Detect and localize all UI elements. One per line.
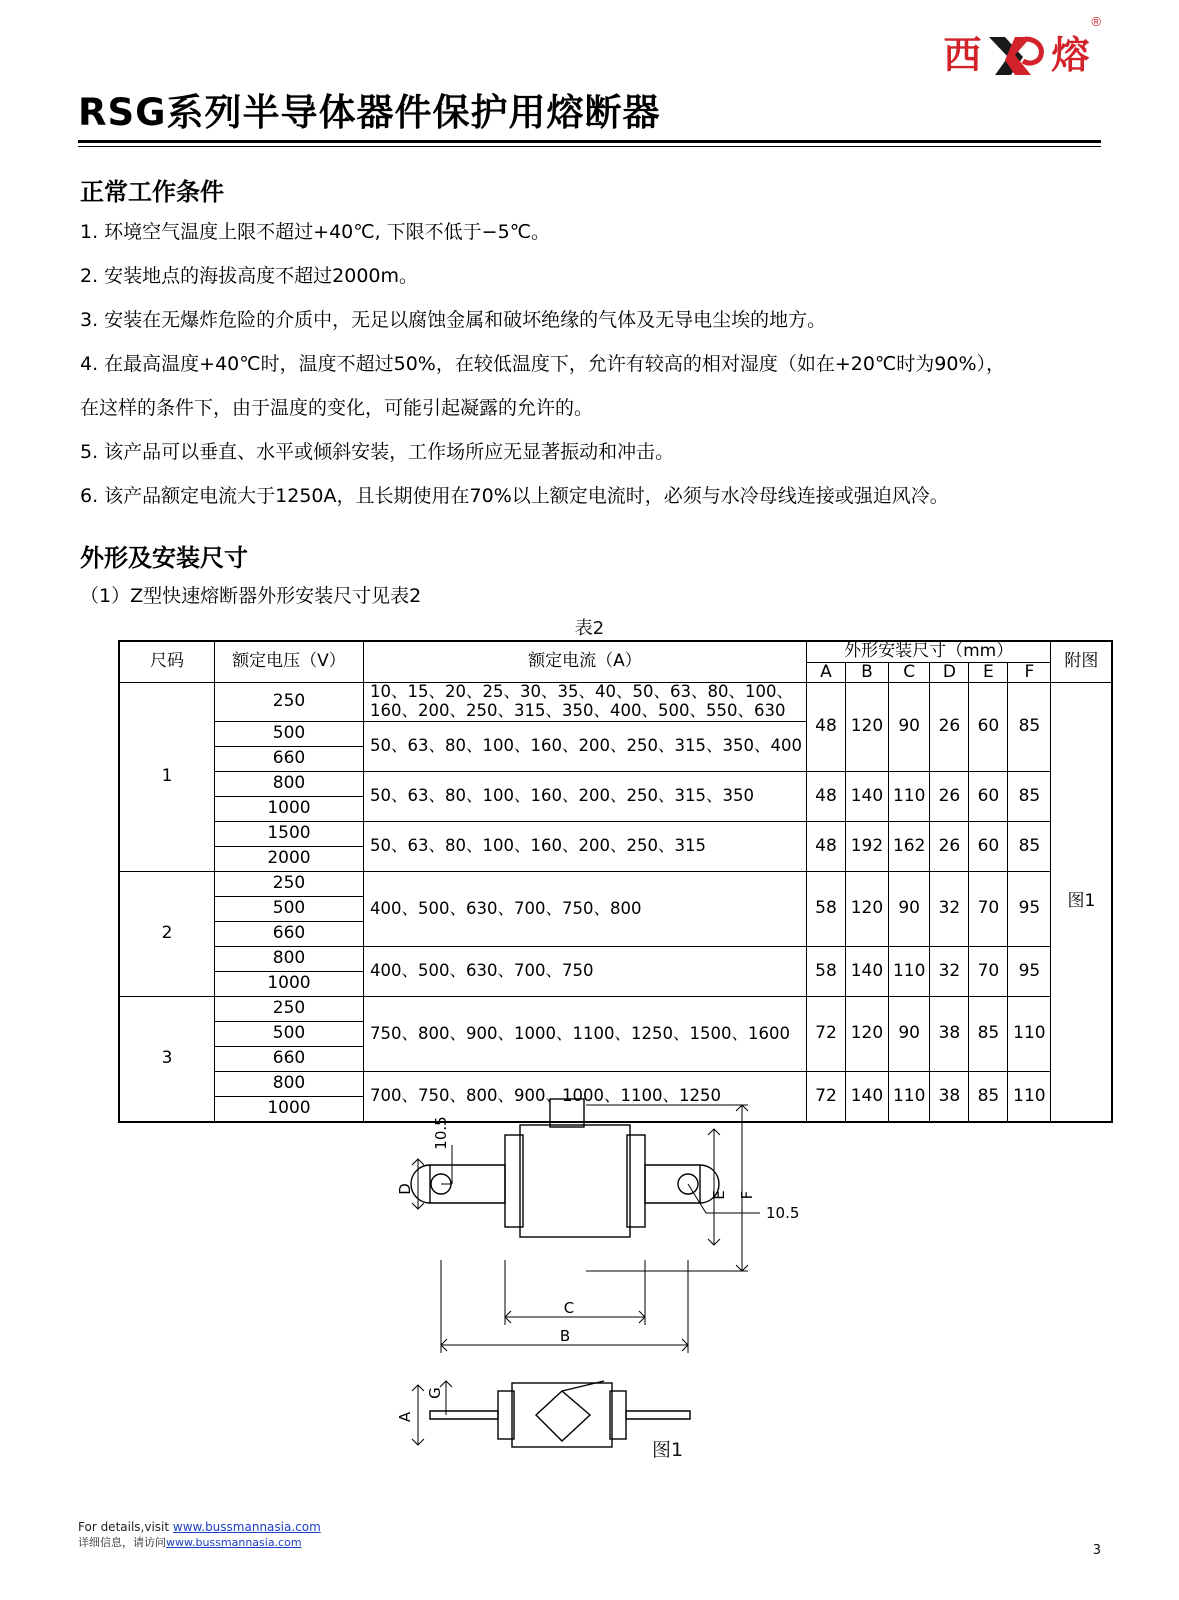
- dim-label-f: F: [738, 1190, 756, 1200]
- title-divider: [78, 140, 1101, 147]
- cell-dim-c: 162: [888, 822, 929, 872]
- dim-label-hole-right: 10.5: [766, 1204, 800, 1222]
- spec-table-wrapper: [118, 640, 1113, 1123]
- th-dims-group: 外形安装尺寸（mm）: [806, 641, 1050, 662]
- footer-prefix-en: For details,visit: [78, 1520, 173, 1534]
- brand-logo: [943, 14, 1101, 82]
- cell-current: 400、500、630、700、750: [364, 947, 807, 997]
- th-figure: 附图: [1051, 641, 1113, 683]
- registered-mark: ®: [1091, 14, 1101, 29]
- cell-dim-a: 58: [806, 947, 845, 997]
- cell-current: 700、750、800、900、1000、1100、1250: [364, 1072, 807, 1123]
- cell-dim-a: 48: [806, 772, 845, 822]
- condition-item-6: 6. 该产品额定电流大于1250A，且长期使用在70%以上额定电流时，必须与水冷母线连接或强迫风冷。: [80, 485, 949, 507]
- cell-current: 400、500、630、700、750、800: [364, 872, 807, 947]
- cell-dim-c: 110: [888, 1072, 929, 1123]
- cell-voltage: 660: [215, 1047, 364, 1072]
- cell-dim-c: 90: [888, 872, 929, 947]
- condition-item-3: 3. 安装在无爆炸危险的介质中，无足以腐蚀金属和破坏绝缘的气体及无导电尘埃的地方。: [80, 309, 827, 331]
- page-title: RSG系列半导体器件保护用熔断器: [78, 91, 661, 134]
- dim-label-hole-left: 10.5: [432, 1116, 450, 1150]
- dim-label-e: E: [710, 1190, 728, 1200]
- cell-dim-d: 38: [930, 1072, 969, 1123]
- cell-dim-e: 60: [969, 772, 1008, 822]
- cell-dim-b: 140: [845, 1072, 888, 1123]
- table-row: [119, 872, 1112, 897]
- cell-dim-c: 90: [888, 997, 929, 1072]
- footer-prefix-cn: 详细信息，请访问: [78, 1536, 166, 1549]
- footer-line-cn: [78, 1535, 321, 1550]
- cell-size-2: 2: [119, 872, 215, 997]
- cell-dim-e: 70: [969, 872, 1008, 947]
- cell-voltage: 1000: [215, 972, 364, 997]
- cell-voltage: 250: [215, 683, 364, 722]
- cell-voltage: 800: [215, 772, 364, 797]
- brand-char-left: 西: [943, 33, 982, 77]
- cell-dim-b: 140: [845, 772, 888, 822]
- cell-dim-d: 32: [930, 872, 969, 947]
- cell-dim-b: 192: [845, 822, 888, 872]
- condition-item-2: 2. 安装地点的海拔高度不超过2000m。: [80, 265, 419, 287]
- cell-voltage: 500: [215, 1022, 364, 1047]
- cell-dim-b: 140: [845, 947, 888, 997]
- cell-dim-f: 95: [1008, 947, 1051, 997]
- cell-dim-e: 60: [969, 822, 1008, 872]
- condition-item-4-cont: 在这样的条件下，由于温度的变化，可能引起凝露的允许的。: [80, 397, 594, 419]
- table-row: [119, 997, 1112, 1022]
- condition-item-5: 5. 该产品可以垂直、水平或倾斜安装，工作场所应无显著振动和冲击。: [80, 441, 675, 463]
- cell-dim-d: 26: [930, 683, 969, 772]
- th-voltage: 额定电压（V）: [215, 641, 364, 683]
- table-caption: 表2: [574, 618, 605, 639]
- cell-voltage: 660: [215, 747, 364, 772]
- cell-dim-f: 110: [1008, 997, 1051, 1072]
- th-dim-b: B: [845, 662, 888, 683]
- th-size: 尺码: [119, 641, 215, 683]
- cell-current: 50、63、80、100、160、200、250、315、350、400: [364, 722, 807, 772]
- th-current: 额定电流（A）: [364, 641, 807, 683]
- dim-label-c: C: [563, 1299, 575, 1317]
- cell-dim-c: 110: [888, 947, 929, 997]
- footer-line-en: [78, 1520, 321, 1535]
- cell-voltage: 1500: [215, 822, 364, 847]
- cell-dim-c: 110: [888, 772, 929, 822]
- th-dim-c: C: [888, 662, 929, 683]
- dim-label-b: B: [559, 1327, 571, 1345]
- current-line: 10、15、20、25、30、35、40、50、63、80、100、: [370, 682, 793, 702]
- dim-label-d: D: [396, 1183, 414, 1195]
- fuse-dimension-drawing: [0, 1085, 1179, 1475]
- dim-label-a: A: [396, 1411, 414, 1423]
- xr-logo-mark-icon: [985, 33, 1047, 77]
- cell-voltage: 800: [215, 1072, 364, 1097]
- condition-item-4: 4. 在最高温度+40℃时，温度不超过50%，在较低温度下，允许有较高的相对湿度（如在+20℃时为90%），: [80, 353, 1005, 375]
- cell-dim-e: 85: [969, 1072, 1008, 1123]
- dim-label-g: G: [426, 1387, 444, 1399]
- cell-dim-d: 26: [930, 822, 969, 872]
- cell-voltage: 1000: [215, 797, 364, 822]
- cell-figure: 图1: [1051, 683, 1113, 1122]
- cell-voltage: 800: [215, 947, 364, 972]
- cell-dim-b: 120: [845, 872, 888, 947]
- cell-dim-a: 58: [806, 872, 845, 947]
- table-row: [119, 772, 1112, 797]
- footer: [78, 1520, 321, 1550]
- cell-voltage: 2000: [215, 847, 364, 872]
- cell-dim-d: 26: [930, 772, 969, 822]
- spec-table-body: [119, 683, 1112, 1122]
- cell-current: 50、63、80、100、160、200、250、315、350: [364, 772, 807, 822]
- cell-voltage: 500: [215, 722, 364, 747]
- page-number: 3: [1092, 1543, 1101, 1558]
- cell-dim-d: 38: [930, 997, 969, 1072]
- table-row: [119, 947, 1112, 972]
- cell-dim-c: 90: [888, 683, 929, 772]
- section-heading-dimensions: 外形及安装尺寸: [80, 544, 248, 572]
- cell-current: 750、800、900、1000、1100、1250、1500、1600: [364, 997, 807, 1072]
- footer-link-en[interactable]: www.bussmannasia.com: [172, 1520, 321, 1534]
- cell-size-3: 3: [119, 997, 215, 1123]
- table-row: [119, 822, 1112, 847]
- cell-dim-f: 85: [1008, 822, 1051, 872]
- cell-voltage: 250: [215, 872, 364, 897]
- spec-table-head: [119, 641, 1112, 683]
- cell-voltage: 1000: [215, 1097, 364, 1123]
- table-row: [119, 683, 1112, 722]
- cell-dim-a: 72: [806, 997, 845, 1072]
- cell-dim-e: 85: [969, 997, 1008, 1072]
- cell-dim-a: 48: [806, 683, 845, 772]
- cell-dim-e: 70: [969, 947, 1008, 997]
- th-dim-a: A: [806, 662, 845, 683]
- current-line: 160、200、250、315、350、400、500、550、630: [370, 701, 786, 721]
- figure-caption: 图1: [651, 1439, 684, 1461]
- cell-dim-f: 85: [1008, 772, 1051, 822]
- section-heading-conditions: 正常工作条件: [80, 178, 224, 206]
- cell-voltage: 250: [215, 997, 364, 1022]
- cell-dim-a: 72: [806, 1072, 845, 1123]
- cell-dim-d: 32: [930, 947, 969, 997]
- cell-dim-f: 85: [1008, 683, 1051, 772]
- cell-dim-e: 60: [969, 683, 1008, 772]
- brand-char-right: 熔: [1051, 33, 1090, 77]
- spec-table: [118, 640, 1113, 1123]
- cell-dim-b: 120: [845, 683, 888, 772]
- th-dim-e: E: [969, 662, 1008, 683]
- cell-dim-f: 110: [1008, 1072, 1051, 1123]
- dimensions-note: （1）Z型快速熔断器外形安装尺寸见表2: [80, 585, 422, 607]
- condition-item-1: 1. 环境空气温度上限不超过+40℃, 下限不低于−5℃。: [80, 221, 551, 243]
- cell-dim-f: 95: [1008, 872, 1051, 947]
- cell-current: 50、63、80、100、160、200、250、315: [364, 822, 807, 872]
- th-dim-d: D: [930, 662, 969, 683]
- cell-voltage: 660: [215, 922, 364, 947]
- th-dim-f: F: [1008, 662, 1051, 683]
- footer-link-cn[interactable]: www.bussmannasia.com: [166, 1536, 302, 1549]
- cell-dim-a: 48: [806, 822, 845, 872]
- cell-current: [364, 683, 807, 722]
- cell-dim-b: 120: [845, 997, 888, 1072]
- cell-size-1: 1: [119, 683, 215, 872]
- table-header-row-1: [119, 641, 1112, 662]
- cell-voltage: 500: [215, 897, 364, 922]
